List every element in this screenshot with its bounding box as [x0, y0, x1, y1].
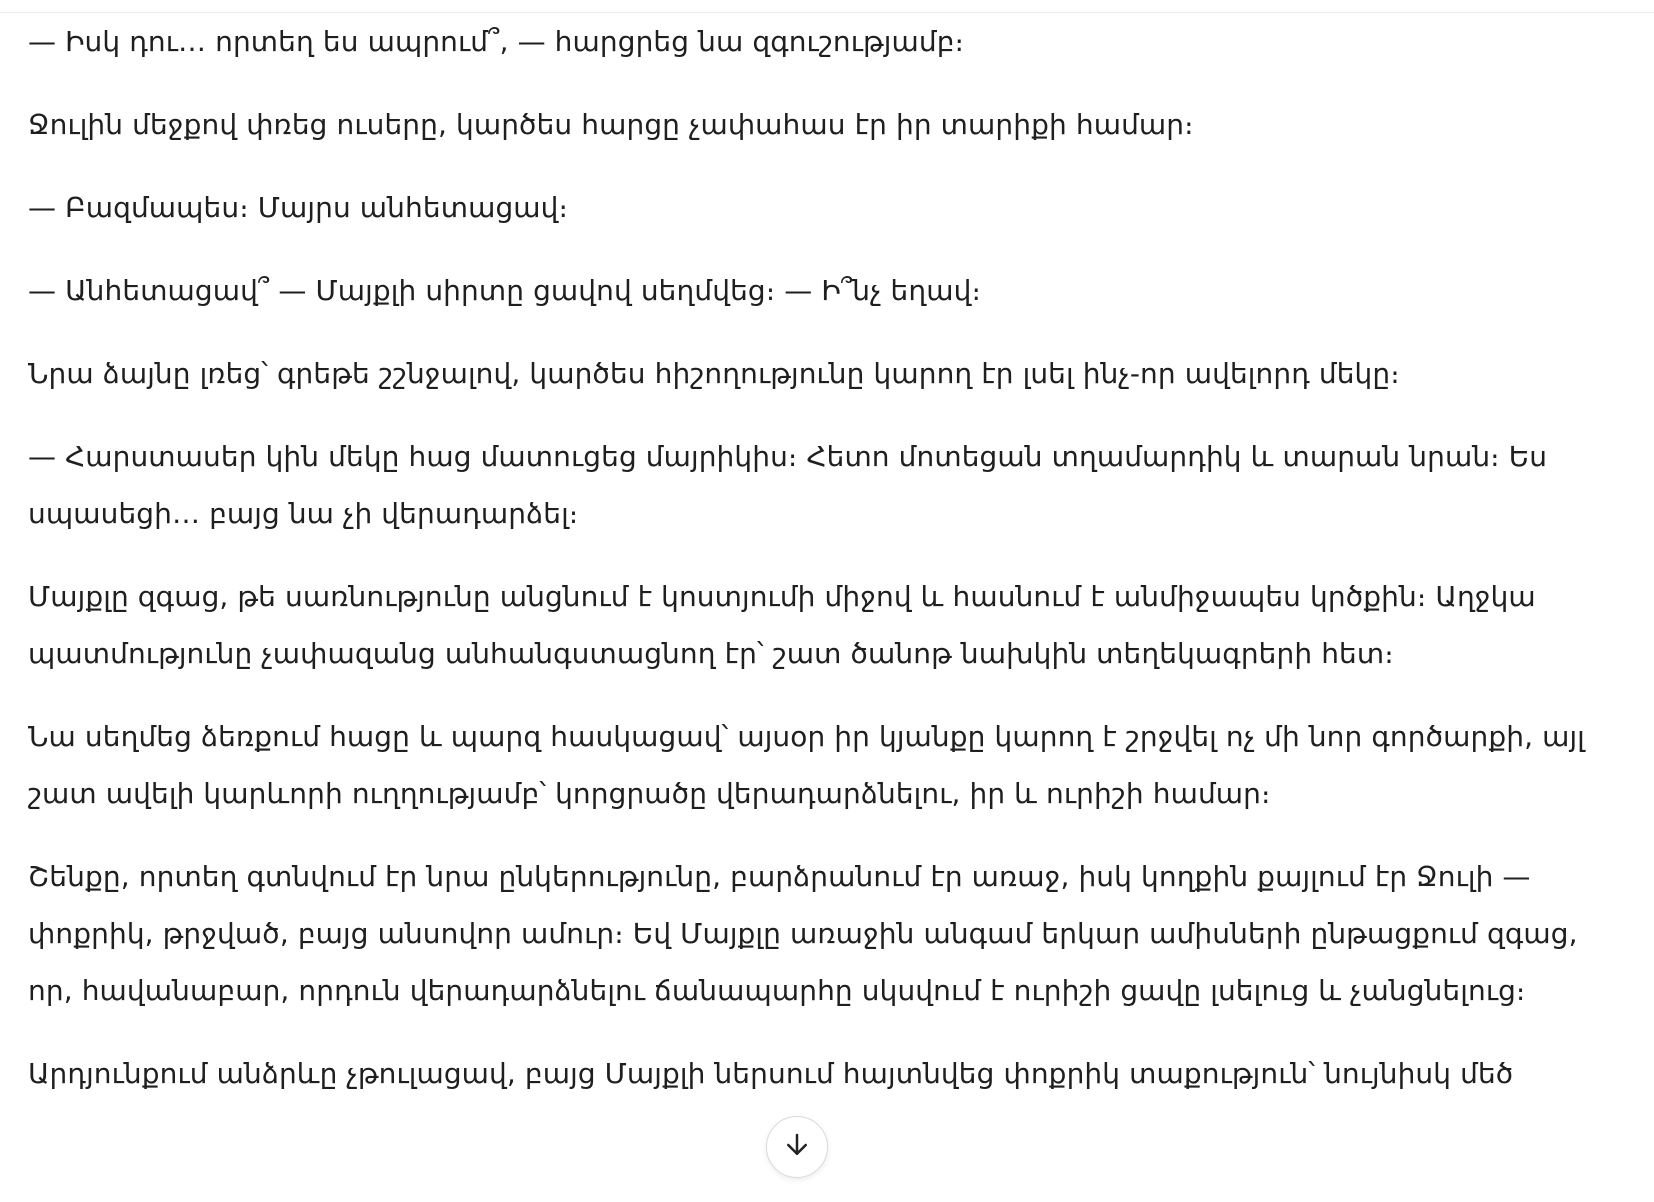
message-paragraph: — Անհետացավ՞ — Մայքլի սիրտը ցավով սեղմվեց։ — Ի՞նչ եղավ։	[28, 274, 982, 307]
message-paragraph: Շենքը, որտեղ գտնվում էր նրա ընկերությունը, բարձրանում էր առաջ, իսկ կողքին քայլում էր Ջուլի — փոքրիկ, թրջված, բայց անսովոր ամուր։ Եվ Մայքլը առաջին անգամ երկար ամիսների ընթացքում զգաց, որ, հավանաբար, որդուն վերադարձնելու ճանապարհը սկսվում է ուրիշի ցավը լսելուց և չանցնելուց։	[28, 860, 1578, 1007]
chat-scroll-area[interactable]	[0, 13, 1654, 1202]
message-paragraph: Ջուլին մեջքով փռեց ուսերը, կարծես հարցը չափահաս էր իր տարիքի համար։	[28, 108, 1194, 141]
message-paragraph: Նրա ձայնը լռեց՝ գրեթե շշնջալով, կարծես հիշողությունը կարող էր լսել ինչ-որ ավելորդ մեկը։	[28, 357, 1400, 390]
top-divider	[0, 0, 1654, 13]
assistant-message	[28, 13, 1588, 1102]
message-paragraph: — Իսկ դու… որտեղ ես ապրում՞, — հարցրեց նա զգուշությամբ։	[28, 25, 965, 58]
scroll-to-bottom-button[interactable]	[766, 1116, 828, 1178]
message-paragraph: Նա սեղմեց ձեռքում հացը և պարզ հասկացավ՝ այսօր իր կյանքը կարող է շրջվել ոչ մի նոր գործարքի, այլ շատ ավելի կարևորի ուղղությամբ՝ կորցրածը վերադարձնելու, իր և ուրիշի համար։	[28, 720, 1585, 810]
message-paragraph: — Հարստասեր կին մեկը հաց մատուցեց մայրիկիս։ Հետո մոտեցան տղամարդիկ և տարան նրան։ Ես սպասեցի… բայց նա չի վերադարձել։	[28, 440, 1548, 530]
arrow-down-icon	[782, 1130, 812, 1164]
message-paragraph: Մայքլը զգաց, թե սառնությունը անցնում է կոստյումի միջով և հասնում է անմիջապես կրծքին։ Աղջկա պատմությունը չափազանց անհանգստացնող էր՝ շատ ծանոթ նախկին տեղեկագրերի հետ։	[28, 580, 1536, 670]
message-paragraph: — Բազմապես։ Մայրս անհետացավ։	[28, 191, 569, 224]
message-paragraph: Արդյունքում անձրևը չթուլացավ, բայց Մայքլի ներսում հայտնվեց փոքրիկ տաքություն՝ նույնիսկ մեծ	[28, 1057, 1514, 1090]
